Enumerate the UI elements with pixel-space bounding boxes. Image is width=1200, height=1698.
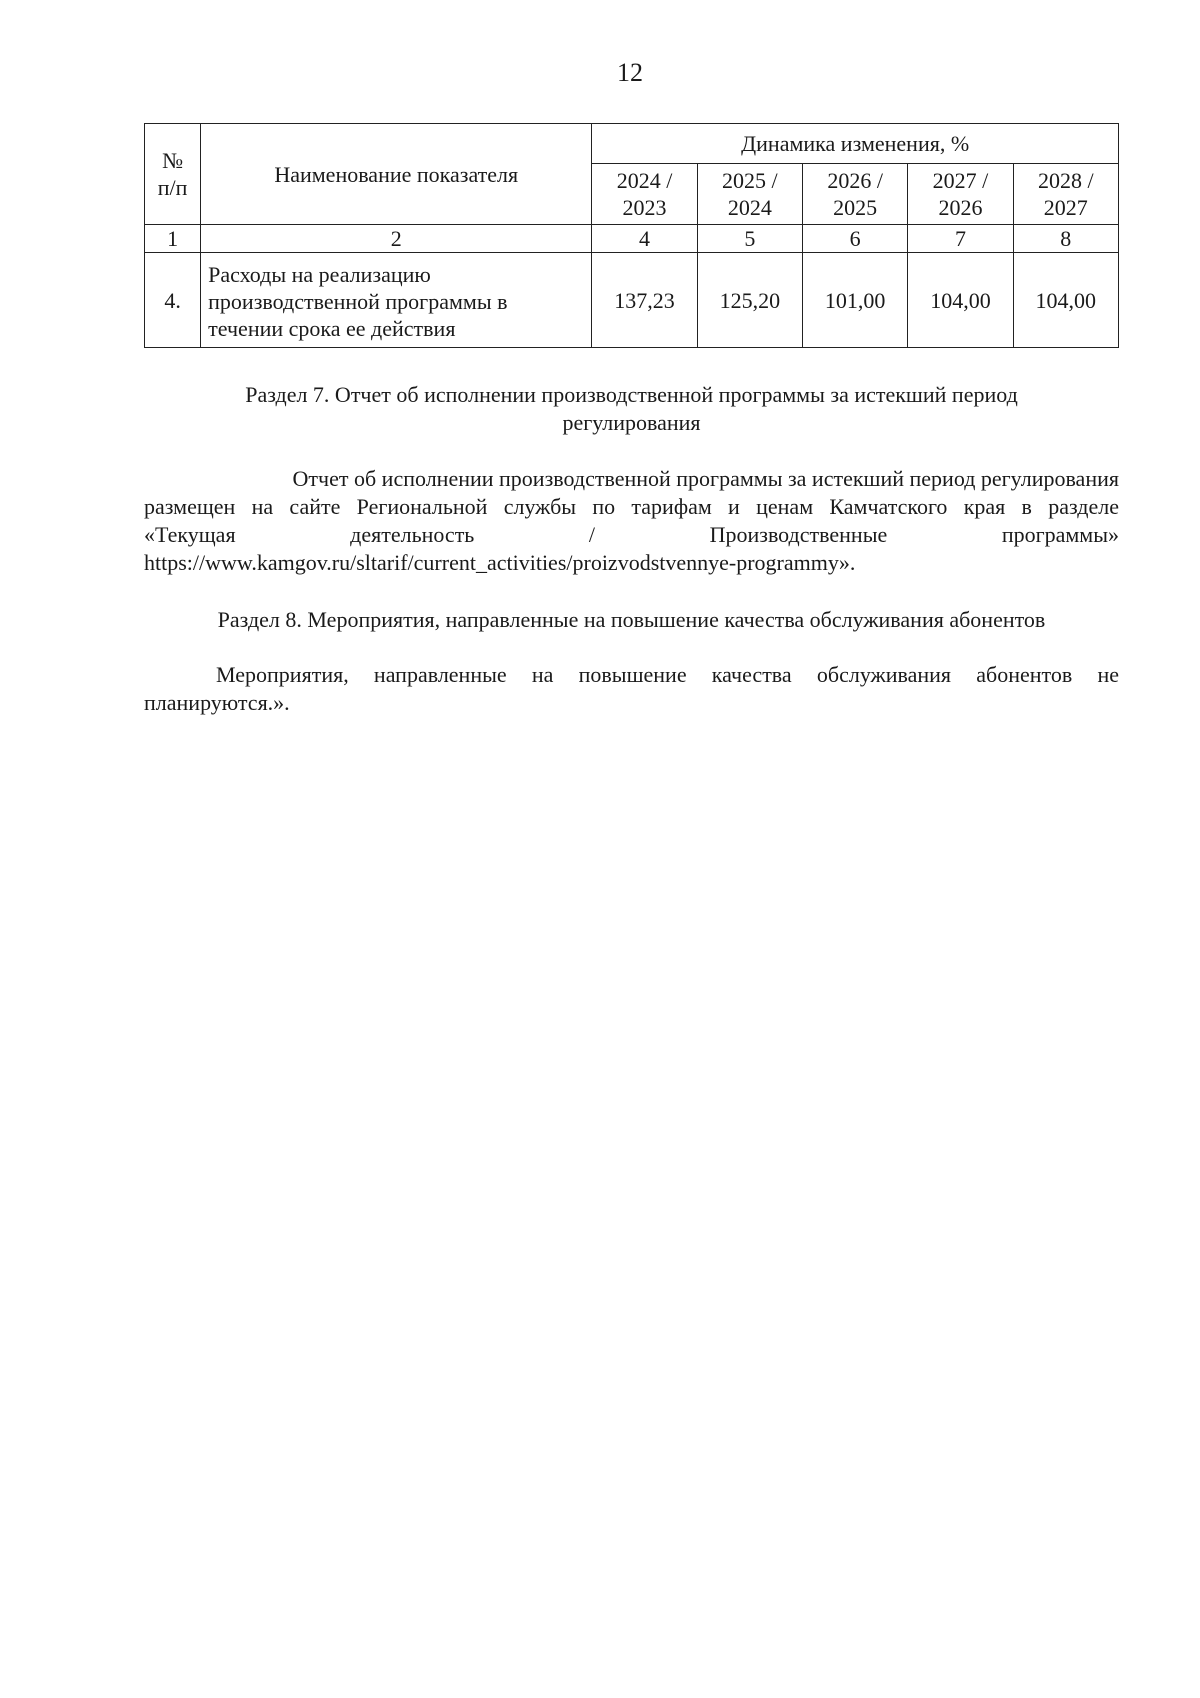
table-header-row [145,124,1119,164]
section7-para-line2-text: размещен на сайте Региональной службы по тарифам и ценам Камчатского края в разделе [144,494,1119,519]
row-value-cell: 101,00 [802,253,907,348]
year-bottom: 2024 [727,195,772,220]
year-bottom: 2023 [622,195,667,220]
section7-para-line1: Отчет об исполнении производственной программы за истекший период регулирования [292,466,1119,491]
column-index-cell: 5 [697,225,802,253]
section8-para-line2: планируются.». [144,690,290,715]
header-num-line2: п/п [157,175,188,200]
row-value-cell: 125,20 [697,253,802,348]
page-number: 12 [617,58,643,87]
section7-para-line2 [144,493,1119,521]
column-index-cell: 1 [145,225,201,253]
year-top: 2024 / [616,168,673,193]
row-name-line: течении срока ее действия [208,315,456,341]
para-word: деятельность [350,522,475,547]
column-index-cell: 8 [1013,225,1118,253]
row-name-cell [201,253,592,348]
section8-para-line1 [144,661,1119,689]
header-dynamics-cell: Динамика изменения, % [592,124,1119,164]
section7-title [144,381,1119,437]
para-word: «Текущая [144,522,236,547]
year-bottom: 2026 [938,195,983,220]
section8-para-line1-text: Мероприятия, направленные на повышение качества обслуживания абонентов не [216,662,1119,687]
section7-paragraph [144,465,1119,577]
year-top: 2025 / [722,168,778,193]
header-year-cell [908,164,1013,225]
table-index-row [145,225,1119,253]
para-word: / [588,522,596,547]
year-bottom: 2027 [1043,195,1088,220]
section7-title-line2: регулирования [562,410,701,435]
column-index-cell: 7 [908,225,1013,253]
year-top: 2028 / [1037,168,1094,193]
year-top: 2026 / [827,168,883,193]
year-top: 2027 / [932,168,989,193]
section8-paragraph [144,661,1119,717]
table-row [145,253,1119,348]
header-name-cell: Наименование показателя [201,124,592,225]
section7-title-line1: Раздел 7. Отчет об исполнении производственной программы за истекший период [245,382,1018,407]
header-year-cell [1013,164,1118,225]
header-year-cell [697,164,802,225]
row-name-line: Расходы на реализацию [208,261,431,287]
section7-para-line3 [144,521,1119,549]
row-value-cell: 104,00 [908,253,1013,348]
header-year-cell [802,164,907,225]
column-index-cell: 4 [592,225,697,253]
column-index-cell: 6 [802,225,907,253]
para-word: Производственные [709,522,888,547]
column-index-cell: 2 [201,225,592,253]
row-value-cell: 137,23 [592,253,697,348]
indicators-table [144,123,1119,348]
para-word: программы» [1001,522,1119,547]
section7-link-text: https://www.kamgov.ru/sltarif/current_activities/proizvodstvennye-programmy». [144,550,856,575]
row-name-line: производственной программы в [208,288,508,314]
section8-title: Раздел 8. Мероприятия, направленные на повышение качества обслуживания абонентов [217,607,1046,632]
row-num-cell: 4. [145,253,201,348]
header-num-line1: № [162,148,184,173]
row-value-cell: 104,00 [1013,253,1118,348]
year-bottom: 2025 [833,195,878,220]
header-num-cell [145,124,201,225]
header-year-cell [592,164,697,225]
